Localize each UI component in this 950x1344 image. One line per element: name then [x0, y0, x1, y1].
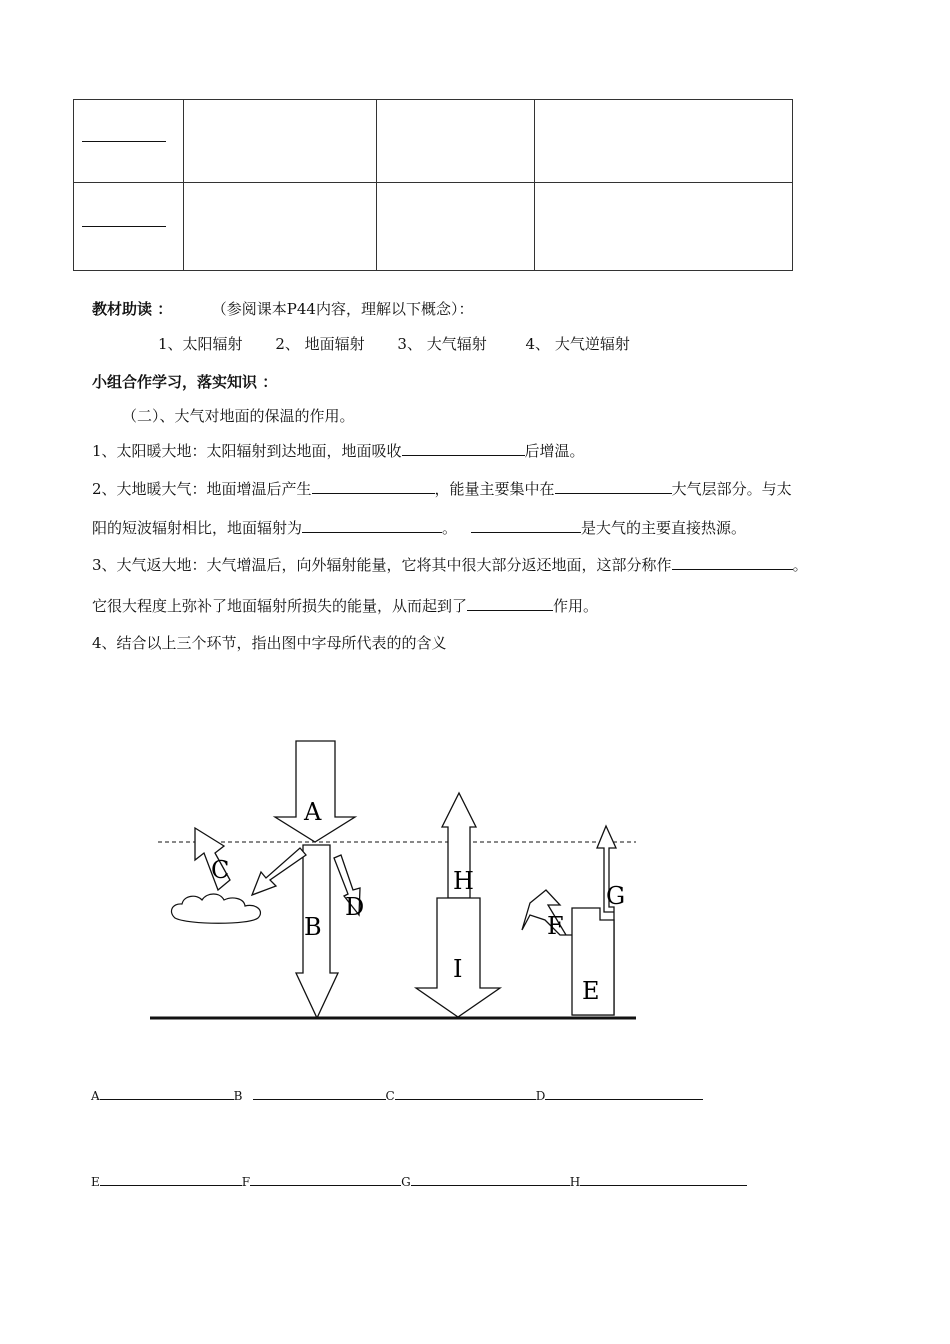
answer-letter: D	[535, 1089, 546, 1103]
q2-text: 。	[442, 519, 458, 537]
group-heading: 小组合作学习，落实知识 ：	[92, 373, 278, 391]
answer-letter: C	[385, 1089, 395, 1103]
reading-item: 2、 地面辐射	[275, 335, 365, 353]
fill-blank[interactable]	[100, 1174, 242, 1186]
reading-hint: （参阅课本P44内容，理解以下概念）：	[211, 300, 474, 318]
fill-blank[interactable]	[580, 1174, 747, 1186]
question-4: 4、结合以上三个环节，指出图中字母所代表的的含义	[92, 634, 447, 652]
q2-text: ，能量主要集中在	[434, 480, 555, 498]
fill-blank[interactable]	[545, 1088, 703, 1100]
answer-letter: G	[401, 1175, 411, 1189]
fill-blank[interactable]	[250, 1174, 401, 1186]
q2-text: 是大气的主要直接热源。	[581, 519, 747, 537]
label-E: E	[582, 977, 600, 1005]
answer-letter: B	[233, 1089, 243, 1103]
arrow-scatter-icon	[252, 848, 306, 895]
answer-letter: H	[569, 1175, 581, 1189]
q3-text: 它很大程度上弥补了地面辐射所损失的能量，从而起到了	[92, 597, 468, 615]
q1-text: 1、太阳暖大地：太阳辐射到达地面，地面吸收	[92, 442, 402, 460]
arrow-A-icon	[275, 741, 355, 842]
q2-text: 2、大地暖大气：地面增温后产生	[92, 480, 312, 498]
cloud-icon	[171, 894, 260, 923]
q2-text: 大气层部分。与太	[671, 480, 792, 498]
q3-text: 3、大气返大地：大气增温后，向外辐射能量，它将其中很大部分返还地面，这部分称作	[92, 556, 672, 574]
reading-item: 1、太阳辐射	[158, 335, 243, 353]
answer-letter: A	[91, 1089, 100, 1103]
label-C: C	[211, 856, 230, 884]
label-G: G	[606, 882, 626, 910]
answer-row-1	[91, 1088, 703, 1104]
arrow-EF-icon	[522, 890, 614, 1015]
fill-blank[interactable]	[253, 1088, 386, 1100]
label-D: D	[345, 893, 365, 921]
fill-blank[interactable]	[395, 1088, 536, 1100]
reading-heading: 教材助读 ：	[92, 300, 173, 318]
label-A: A	[304, 798, 322, 826]
group-subtitle: （二）、大气对地面的保温的作用。	[122, 407, 355, 425]
fill-blank[interactable]	[411, 1174, 570, 1186]
q2-text: 阳的短波辐射相比，地面辐射为	[92, 519, 303, 537]
q1-text-end: 后增温。	[524, 442, 585, 460]
answer-row-2	[91, 1174, 747, 1190]
fill-blank[interactable]	[100, 1088, 234, 1100]
reading-item: 3、 大气辐射	[397, 335, 487, 353]
label-I: I	[453, 955, 463, 983]
label-B: B	[304, 913, 322, 941]
q3-text: 作用。	[553, 597, 599, 615]
q3-text: 。	[792, 556, 808, 574]
reading-item: 4、 大气逆辐射	[525, 335, 630, 353]
answer-letter: E	[91, 1175, 100, 1189]
label-H: H	[453, 867, 474, 895]
label-F: F	[547, 912, 564, 940]
answer-letter: F	[241, 1175, 251, 1189]
